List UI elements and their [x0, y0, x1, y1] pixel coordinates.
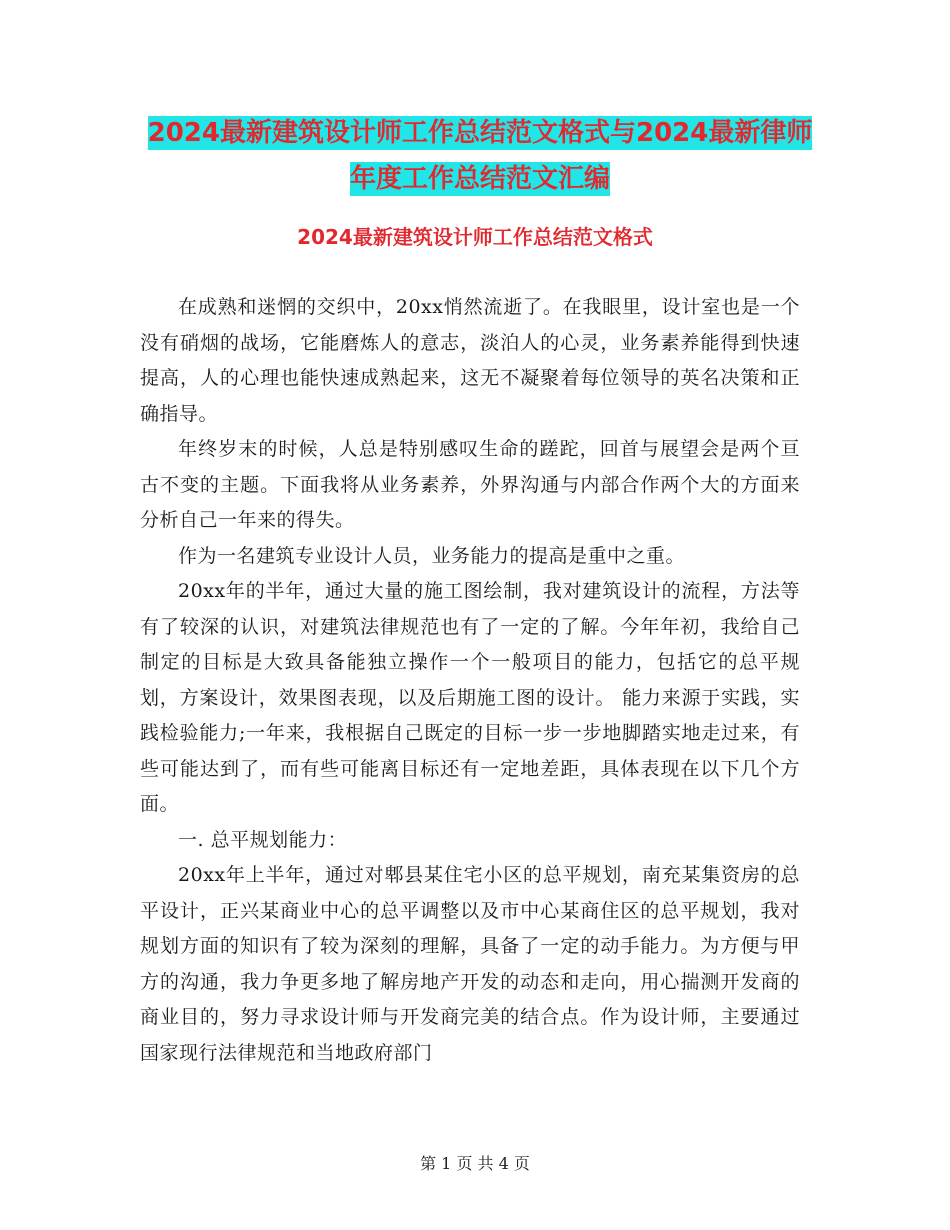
paragraph: 作为一名建筑专业设计人员，业务能力的提高是重中之重。 — [178, 544, 686, 567]
paragraph: 在成熟和迷惘的交织中，20xx悄然流逝了。在我眼里，设计室也是一个没有硝烟的战场，它能磨炼人的意志，淡泊人的心灵，业务素养能得到快速提高，人的心理也能快速成熟起来，这无不凝聚着每位领导的英名决策和正确指导。 — [140, 296, 800, 425]
document-body — [140, 290, 800, 1071]
paragraph: 年终岁末的时候，人总是特别感叹生命的蹉跎，回首与展望会是两个亘古不变的主题。下面我将从业务素养，外界沟通与内部合作两个大的方面来分析自己一年来的得失。 — [140, 438, 800, 531]
page-footer: 第 1 页 共 4 页 — [420, 1154, 530, 1173]
document-title — [140, 110, 820, 202]
document-title-text: 2024最新建筑设计师工作总结范文格式与2024最新律师年度工作总结范文汇编 — [147, 118, 813, 194]
paragraph: 20xx年上半年，通过对郫县某住宅小区的总平规划，南充某集资房的总平设计，正兴某商业中心的总平调整以及市中心某商住区的总平规划，我对规划方面的知识有了较为深刻的理解，具备了一定的动手能力。为方便与甲方的沟通，我力争更多地了解房地产开发的动态和走向，用心揣测开发商的商业目的，努力寻求设计师与开发商完美的结合点。作为设计师，主要通过国家现行法律规范和当地政府部门 — [140, 864, 800, 1064]
section-title: 2024最新建筑设计师工作总结范文格式 — [297, 225, 653, 249]
paragraph: 20xx年的半年，通过大量的施工图绘制，我对建筑设计的流程，方法等有了较深的认识，对建筑法律规范也有了一定的了解。今年年初，我给自己制定的目标是大致具备能独立操作一个一般项目的能力，包括它的总平规划，方案设计，效果图表现，以及后期施工图的设计。 能力来源于实践，实践检验能力;一年来，我根据自己既定的目标一步一步地脚踏实地走过来，有些可能达到了，而有些可能离目标还有一定地差距，具体表现在以下几个方面。 — [140, 580, 800, 815]
paragraph: 一. 总平规划能力： — [178, 828, 348, 851]
